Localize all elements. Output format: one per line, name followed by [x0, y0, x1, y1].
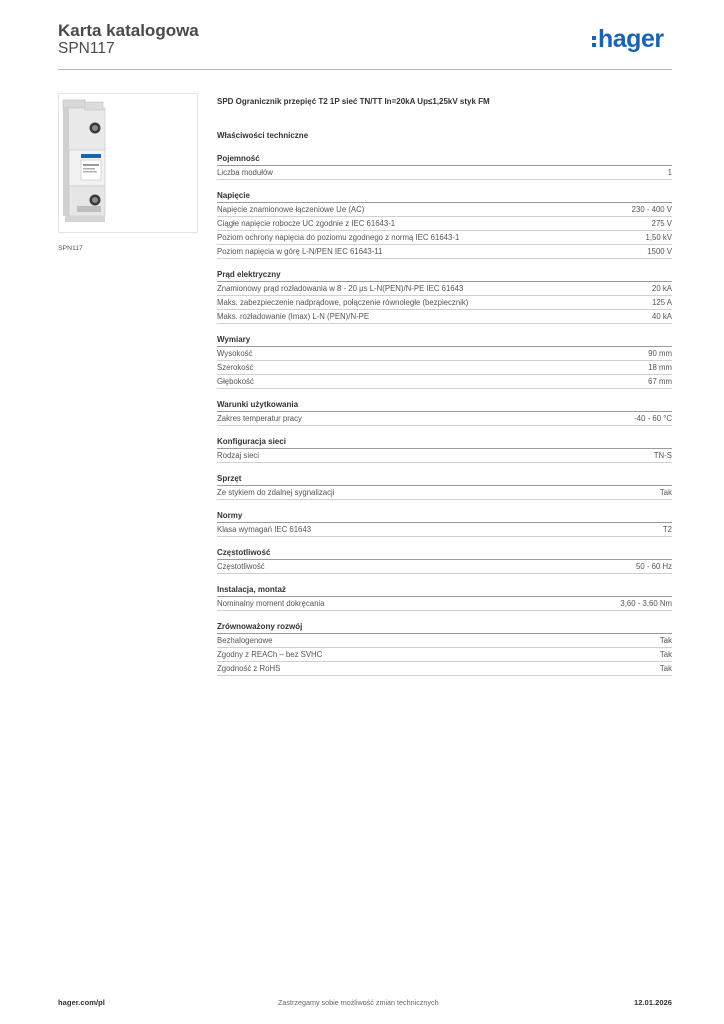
property-value: 40 kA — [652, 312, 672, 321]
property-row — [217, 217, 672, 231]
property-label: Ze stykiem do zdalnej sygnalizacji — [217, 488, 335, 497]
property-value: 1500 V — [647, 247, 672, 256]
property-row — [217, 245, 672, 259]
property-row — [217, 486, 672, 500]
property-row — [217, 412, 672, 426]
technical-properties-heading: Właściwości techniczne — [217, 131, 309, 140]
property-section — [217, 510, 672, 537]
property-label: Zakres temperatur pracy — [217, 414, 302, 423]
property-label: Zgodność z RoHS — [217, 664, 281, 673]
property-value: TN-S — [653, 451, 672, 460]
property-label: Głębokość — [217, 377, 254, 386]
section-title: Napięcie — [217, 190, 672, 203]
property-label: Maks. rozładowanie (Imax) L-N (PEN)/N-PE — [217, 312, 370, 321]
product-code: SPN117 — [58, 40, 115, 57]
property-label: Zgodny z REACh – bez SVHC — [217, 650, 323, 659]
property-value: 230 - 400 V — [631, 205, 672, 214]
property-section — [217, 584, 672, 611]
property-label: Bezhalogenowe — [217, 636, 273, 645]
property-section — [217, 190, 672, 259]
section-title: Prąd elektryczny — [217, 269, 672, 282]
property-label: Ciągłe napięcie robocze UC zgodnie z IEC 61643-1 — [217, 219, 396, 228]
property-section — [217, 436, 672, 463]
property-label: Napięcie znamionowe łączeniowe Ue (AC) — [217, 205, 365, 214]
property-label: Klasa wymagań IEC 61643 — [217, 525, 312, 534]
property-value: Tak — [659, 636, 672, 645]
property-section — [217, 473, 672, 500]
property-section — [217, 399, 672, 426]
property-label: Liczba modułów — [217, 168, 273, 177]
section-title: Wymiary — [217, 334, 672, 347]
property-value: 3,60 - 3,60 Nm — [620, 599, 672, 608]
logo-text: hager — [598, 25, 664, 53]
surge-protector-device-icon — [59, 94, 197, 232]
property-value: 1,50 kV — [645, 233, 672, 242]
property-row — [217, 166, 672, 180]
product-image — [58, 93, 198, 233]
product-description: SPD Ogranicznik przepięć T2 1P sieć TN/TT In=20kA Up≤1,25kV styk FM — [217, 97, 490, 106]
section-title: Zrównoważony rozwój — [217, 621, 672, 634]
property-label: Rodzaj sieci — [217, 451, 260, 460]
property-row — [217, 648, 672, 662]
property-value: 90 mm — [648, 349, 672, 358]
property-value: Tak — [659, 488, 672, 497]
section-title: Instalacja, montaż — [217, 584, 672, 597]
property-row — [217, 361, 672, 375]
property-label: Poziom napięcia w górę L-N/PEN IEC 61643-11 — [217, 247, 383, 256]
property-row — [217, 597, 672, 611]
property-value: 20 kA — [652, 284, 672, 293]
image-caption: SPN117 — [58, 245, 83, 252]
property-value: T2 — [662, 525, 672, 534]
property-row — [217, 662, 672, 676]
property-section — [217, 153, 672, 180]
property-value: 67 mm — [648, 377, 672, 386]
property-value: -40 - 60 °C — [634, 414, 672, 423]
section-title: Pojemność — [217, 153, 672, 166]
property-row — [217, 634, 672, 648]
property-section — [217, 269, 672, 324]
section-title: Normy — [217, 510, 672, 523]
property-value: 275 V — [651, 219, 672, 228]
property-row — [217, 449, 672, 463]
property-row — [217, 296, 672, 310]
property-label: Maks. zabezpieczenie nadprądowe, połączenie równoległe (bezpiecznik) — [217, 298, 469, 307]
property-value: 18 mm — [648, 363, 672, 372]
page-title: Karta katalogowa — [58, 21, 199, 40]
property-row — [217, 282, 672, 296]
property-section — [217, 547, 672, 574]
property-section — [217, 621, 672, 676]
property-label: Wysokość — [217, 349, 253, 358]
property-value: Tak — [659, 664, 672, 673]
property-label: Nominalny moment dokręcania — [217, 599, 325, 608]
section-title: Częstotliwość — [217, 547, 672, 560]
property-label: Szerokość — [217, 363, 254, 372]
property-section — [217, 334, 672, 389]
property-value: Tak — [659, 650, 672, 659]
property-row — [217, 523, 672, 537]
properties-sections — [217, 148, 672, 686]
section-title: Warunki użytkowania — [217, 399, 672, 412]
property-label: Poziom ochrony napięcia do poziomu zgodnego z normą IEC 61643-1 — [217, 233, 460, 242]
header-divider — [58, 69, 672, 70]
section-title: Sprzęt — [217, 473, 672, 486]
property-value: 50 - 60 Hz — [636, 562, 672, 571]
property-row — [217, 375, 672, 389]
property-label: Częstotliwość — [217, 562, 265, 571]
section-title: Konfiguracja sieci — [217, 436, 672, 449]
property-label: Znamionowy prąd rozładowania w 8 - 20 µs L-N(PEN)/N-PE IEC 61643 — [217, 284, 464, 293]
footer-website-link[interactable]: hager.com/pl — [58, 998, 105, 1007]
property-value: 1 — [667, 168, 672, 177]
hager-logo[interactable] — [592, 27, 664, 57]
property-row — [217, 310, 672, 324]
property-row — [217, 203, 672, 217]
logo-dots-icon — [592, 36, 596, 47]
property-row — [217, 347, 672, 361]
property-row — [217, 231, 672, 245]
footer-date: 12.01.2026 — [633, 998, 672, 1007]
footer-disclaimer: Zastrzegamy sobie możliwość zmian technicznych — [278, 998, 439, 1007]
property-row — [217, 560, 672, 574]
property-value: 125 A — [652, 298, 672, 307]
